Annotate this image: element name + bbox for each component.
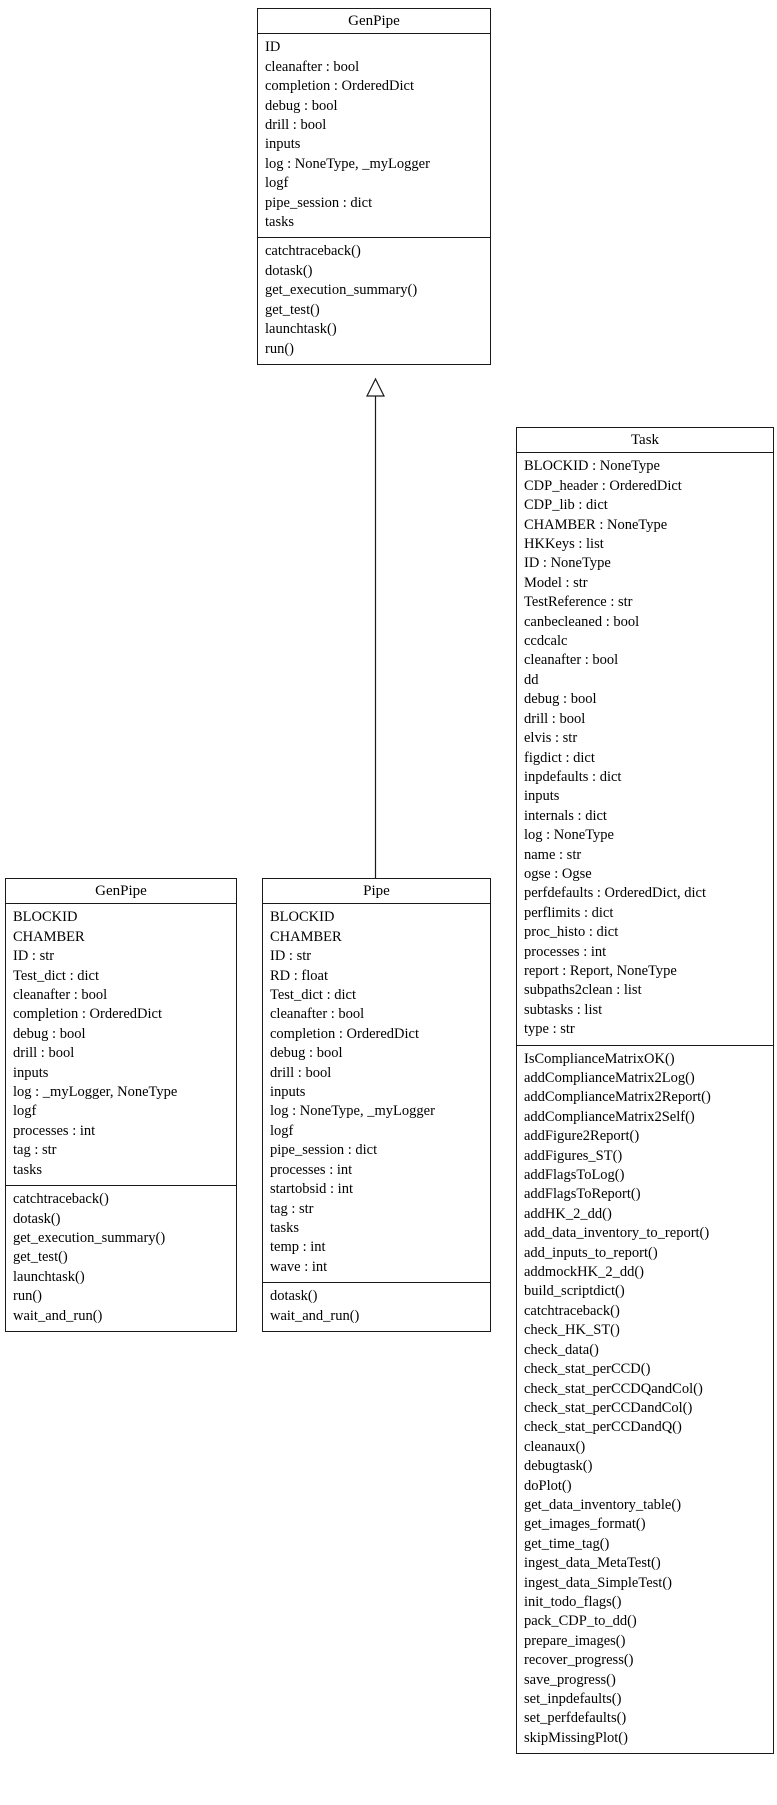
method-item: debugtask() bbox=[524, 1458, 593, 1475]
attributes-compartment bbox=[6, 904, 236, 1186]
method-item: launchtask() bbox=[13, 1268, 85, 1285]
attribute-item: processes : int bbox=[270, 1161, 353, 1178]
attribute-item: perfdefaults : OrderedDict, dict bbox=[524, 885, 706, 902]
attribute-item: pipe_session : dict bbox=[265, 194, 373, 211]
attribute-item: HKKeys : list bbox=[524, 536, 604, 553]
attribute-item: BLOCKID : NoneType bbox=[524, 458, 660, 475]
attribute-item: drill : bool bbox=[13, 1045, 75, 1062]
class-title: Task bbox=[517, 428, 773, 453]
attribute-item: internals : dict bbox=[524, 807, 607, 824]
method-item: get_execution_summary() bbox=[265, 282, 418, 299]
attribute-item: perflimits : dict bbox=[524, 904, 614, 921]
attribute-item: Test_dict : dict bbox=[270, 987, 356, 1004]
method-item: check_stat_perCCDQandCol() bbox=[524, 1380, 703, 1397]
methods-compartment bbox=[258, 238, 490, 363]
attribute-item: CHAMBER bbox=[270, 928, 342, 945]
method-item: check_data() bbox=[524, 1341, 599, 1358]
attribute-item: completion : OrderedDict bbox=[270, 1025, 419, 1042]
class-title: GenPipe bbox=[258, 9, 490, 34]
attribute-item: inputs bbox=[524, 788, 560, 805]
methods-compartment bbox=[6, 1186, 236, 1331]
attribute-item: subpaths2clean : list bbox=[524, 982, 642, 999]
attribute-item: BLOCKID bbox=[13, 909, 78, 926]
method-item: pack_CDP_to_dd() bbox=[524, 1613, 637, 1630]
attribute-item: inputs bbox=[270, 1084, 306, 1101]
attribute-item: debug : bool bbox=[13, 1025, 86, 1042]
attribute-item: debug : bool bbox=[265, 97, 338, 114]
attribute-item: debug : bool bbox=[524, 691, 597, 708]
attribute-item: processes : int bbox=[524, 943, 607, 960]
method-item: set_perfdefaults() bbox=[524, 1710, 627, 1727]
method-item: IsComplianceMatrixOK() bbox=[524, 1050, 675, 1067]
method-item: add_data_inventory_to_report() bbox=[524, 1225, 710, 1242]
attribute-item: figdict : dict bbox=[524, 749, 595, 766]
attribute-item: CHAMBER : NoneType bbox=[524, 516, 668, 533]
attribute-item: Model : str bbox=[524, 574, 588, 591]
method-item: ingest_data_MetaTest() bbox=[524, 1555, 661, 1572]
attribute-item: log : NoneType bbox=[524, 827, 614, 844]
class-title: GenPipe bbox=[6, 879, 236, 904]
method-item: get_time_tag() bbox=[524, 1535, 610, 1552]
method-item: dotask() bbox=[270, 1288, 318, 1305]
attribute-item: subtasks : list bbox=[524, 1001, 603, 1018]
method-item: addFlagsToLog() bbox=[524, 1167, 625, 1184]
methods-compartment bbox=[517, 1046, 773, 1754]
attribute-item: TestReference : str bbox=[524, 594, 633, 611]
method-item: catchtraceback() bbox=[13, 1191, 109, 1208]
attribute-item: proc_histo : dict bbox=[524, 924, 619, 941]
method-item: addComplianceMatrix2Self() bbox=[524, 1108, 695, 1125]
method-item: cleanaux() bbox=[524, 1438, 586, 1455]
method-item: skipMissingPlot() bbox=[524, 1729, 628, 1746]
attribute-item: drill : bool bbox=[265, 117, 327, 134]
method-item: check_stat_perCCDandQ() bbox=[524, 1419, 682, 1436]
method-item: launchtask() bbox=[265, 321, 337, 338]
method-item: get_data_inventory_table() bbox=[524, 1496, 682, 1513]
attribute-item: ID : str bbox=[270, 948, 312, 965]
method-item: recover_progress() bbox=[524, 1652, 634, 1669]
attribute-item: elvis : str bbox=[524, 730, 578, 747]
method-item: dotask() bbox=[265, 262, 313, 279]
attribute-item: tasks bbox=[13, 1161, 42, 1178]
attribute-item: inputs bbox=[13, 1064, 49, 1081]
attribute-item: cleanafter : bool bbox=[13, 987, 108, 1004]
attribute-item: wave : int bbox=[270, 1258, 328, 1275]
attribute-item: CHAMBER bbox=[13, 928, 85, 945]
method-item: wait_and_run() bbox=[270, 1307, 360, 1324]
method-item: save_progress() bbox=[524, 1671, 616, 1688]
method-item: init_todo_flags() bbox=[524, 1593, 622, 1610]
attribute-item: canbecleaned : bool bbox=[524, 613, 640, 630]
attribute-item: completion : OrderedDict bbox=[265, 78, 414, 95]
method-item: ingest_data_SimpleTest() bbox=[524, 1574, 672, 1591]
attribute-item: drill : bool bbox=[270, 1064, 332, 1081]
attribute-item: dd bbox=[524, 671, 539, 688]
method-item: check_HK_ST() bbox=[524, 1322, 620, 1339]
attribute-item: CDP_lib : dict bbox=[524, 497, 608, 514]
hollow-triangle-arrowhead bbox=[367, 379, 384, 396]
attribute-item: logf bbox=[13, 1103, 37, 1120]
attribute-item: log : NoneType, _myLogger bbox=[270, 1103, 435, 1120]
attribute-item: ID : NoneType bbox=[524, 555, 611, 572]
attribute-item: logf bbox=[270, 1122, 294, 1139]
attribute-item: drill : bool bbox=[524, 710, 586, 727]
method-item: prepare_images() bbox=[524, 1632, 626, 1649]
method-item: wait_and_run() bbox=[13, 1307, 103, 1324]
attribute-item: report : Report, NoneType bbox=[524, 962, 677, 979]
attribute-item: inputs bbox=[265, 136, 301, 153]
attribute-item: tasks bbox=[265, 214, 294, 231]
attribute-item: RD : float bbox=[270, 967, 328, 984]
method-item: run() bbox=[265, 340, 294, 357]
attributes-compartment bbox=[263, 904, 490, 1283]
attributes-compartment bbox=[258, 34, 490, 238]
method-item: get_execution_summary() bbox=[13, 1229, 166, 1246]
method-item: addComplianceMatrix2Log() bbox=[524, 1070, 695, 1086]
attribute-item: name : str bbox=[524, 846, 582, 863]
method-item: get_test() bbox=[265, 301, 320, 318]
method-item: check_stat_perCCDandCol() bbox=[524, 1399, 693, 1416]
method-item: get_images_format() bbox=[524, 1516, 646, 1533]
attribute-item: ID : str bbox=[13, 948, 55, 965]
attribute-item: startobsid : int bbox=[270, 1181, 353, 1198]
methods-compartment bbox=[263, 1283, 490, 1331]
method-item: dotask() bbox=[13, 1210, 61, 1227]
method-item: catchtraceback() bbox=[524, 1302, 620, 1319]
method-item: addHK_2_dd() bbox=[524, 1205, 612, 1222]
attribute-item: ccdcalc bbox=[524, 633, 568, 650]
method-item: check_stat_perCCD() bbox=[524, 1361, 651, 1378]
attribute-item: tag : str bbox=[13, 1142, 57, 1159]
attribute-item: cleanafter : bool bbox=[524, 652, 619, 669]
class-title: Pipe bbox=[263, 879, 490, 904]
attribute-item: tag : str bbox=[270, 1200, 314, 1217]
method-item: doPlot() bbox=[524, 1477, 572, 1494]
attribute-item: tasks bbox=[270, 1219, 299, 1236]
attribute-item: processes : int bbox=[13, 1122, 96, 1139]
attribute-item: pipe_session : dict bbox=[270, 1142, 378, 1159]
method-item: get_test() bbox=[13, 1249, 68, 1266]
attribute-item: BLOCKID bbox=[270, 909, 335, 926]
attribute-item: cleanafter : bool bbox=[270, 1006, 365, 1023]
method-item: addmockHK_2_dd() bbox=[524, 1264, 645, 1281]
attribute-item: log : _myLogger, NoneType bbox=[13, 1084, 178, 1101]
class-box-genpipe-top bbox=[257, 8, 491, 365]
attribute-item: debug : bool bbox=[270, 1045, 343, 1062]
attribute-item: cleanafter : bool bbox=[265, 58, 360, 75]
method-item: addComplianceMatrix2Report() bbox=[524, 1089, 711, 1106]
method-item: addFigures_ST() bbox=[524, 1147, 623, 1164]
attribute-item: CDP_header : OrderedDict bbox=[524, 477, 682, 494]
attribute-item: ogse : Ogse bbox=[524, 865, 592, 882]
method-item: build_scriptdict() bbox=[524, 1283, 625, 1300]
class-box-pipe bbox=[262, 878, 491, 1332]
method-item: set_inpdefaults() bbox=[524, 1691, 622, 1707]
method-item: add_inputs_to_report() bbox=[524, 1244, 658, 1261]
method-item: run() bbox=[13, 1288, 42, 1305]
attribute-item: temp : int bbox=[270, 1239, 326, 1256]
attribute-item: completion : OrderedDict bbox=[13, 1006, 162, 1023]
attribute-item: ID bbox=[265, 39, 281, 56]
attribute-item: log : NoneType, _myLogger bbox=[265, 155, 430, 172]
attribute-item: Test_dict : dict bbox=[13, 967, 99, 984]
method-item: addFigure2Report() bbox=[524, 1128, 640, 1145]
attribute-item: inpdefaults : dict bbox=[524, 768, 622, 785]
class-box-task bbox=[516, 427, 774, 1754]
method-item: catchtraceback() bbox=[265, 243, 361, 260]
class-box-genpipe-left bbox=[5, 878, 237, 1332]
method-item: addFlagsToReport() bbox=[524, 1186, 641, 1203]
attribute-item: type : str bbox=[524, 1021, 575, 1038]
attributes-compartment bbox=[517, 453, 773, 1045]
attribute-item: logf bbox=[265, 175, 289, 192]
